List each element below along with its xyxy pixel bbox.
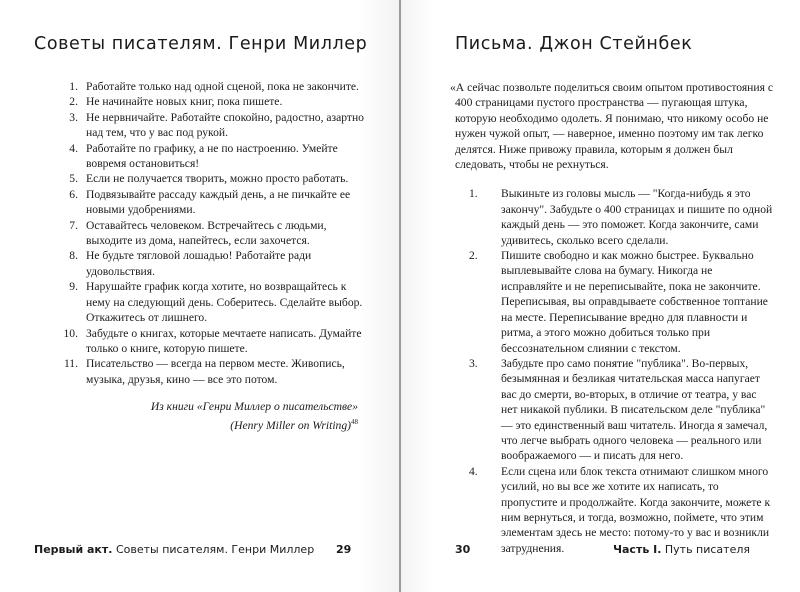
list-item-text: Забудьте о книгах, которые мечтаете написать. Думайте только о книге, которую пишете. — [86, 326, 362, 355]
left-page-title: Советы писателям. Генри Миллер — [34, 34, 368, 54]
left-page-body — [64, 79, 364, 433]
list-item-text: Писательство — всегда на первом месте. Живопись, музыка, друзья, кино — все это потом. — [86, 357, 345, 386]
letter-intro-text: «А сейчас позвольте поделиться своим опытом противостояния с 400 страницами пустого пространства — пугающая штука, которую необходимо одолеть. Я понимаю, что никому особо не нужен чужой опыт, — наверное, именно поэтому им так легко делятся. Ниже привожу правила, которым я должен был следовать, чтобы не рехнуться. — [450, 81, 773, 172]
list-item — [469, 186, 773, 248]
list-item-number: 11. — [63, 357, 78, 371]
list-item-text: Если сцена или блок текста отнимают слишком много усилий, но вы все же хотите их написать, то пропустите и продолжайте. Когда закончите, можете к ним вернуться, и тогда, возможно, поймете, что этим элементам здесь не место: потому-то у вас и возникли затруднения. — [501, 464, 771, 555]
list-item — [469, 248, 773, 356]
list-item-text: Если не получается творить, можно просто работать. — [86, 172, 349, 186]
list-item — [64, 79, 364, 94]
right-page-body — [450, 80, 773, 556]
right-footer-text: Путь писателя — [664, 543, 750, 556]
list-item-number: 4. — [69, 141, 78, 155]
left-footer-bold: Первый акт. — [34, 543, 113, 556]
list-item-number: 2. — [469, 249, 478, 263]
list-item-number: 7. — [69, 218, 78, 232]
list-item-number: 1. — [69, 80, 78, 93]
list-item — [64, 356, 364, 387]
list-item — [64, 141, 364, 172]
list-item-number: 5. — [69, 172, 78, 186]
list-item-text: Пишите свободно и как можно быстрее. Буквально выплевывайте слова на бумагу. Никогда не исправляйте и не переписывайте, пока не закончите. Переписывая, вы оправдываете собственное топтание на месте. Переписывание вредно для плавности и ритма, а этого можно добиться только при бессознательном слиянии с текстом. — [501, 249, 768, 355]
list-item — [64, 110, 364, 141]
list-item-number: 9. — [69, 280, 78, 294]
list-item-text: Не будьте тягловой лошадью! Работайте ради удовольствия. — [86, 249, 312, 278]
right-page-number: 30 — [455, 543, 471, 556]
list-item-number: 10. — [63, 326, 78, 340]
right-page-title: Письма. Джон Стейнбек — [455, 34, 693, 54]
list-item-text: Работайте только над одной сценой, пока не закончите. — [86, 80, 359, 93]
list-item — [64, 279, 364, 325]
list-item-text: Работайте по графику, а не по настроению. Умейте вовремя остановиться! — [86, 141, 338, 171]
left-page — [0, 0, 399, 592]
list-item — [64, 94, 364, 109]
source-line-1: Из книги «Генри Миллер о писательстве» — [150, 400, 358, 414]
list-item-text: Подвязывайте рассаду каждый день, а не пичкайте ее новыми удобрениями. — [86, 187, 351, 217]
list-item-text: Нарушайте график когда хотите, но возвращайтесь к нему на следующий день. Соберитесь. Сделайте выбор. Откажитесь от лишнего. — [86, 280, 363, 325]
list-item — [64, 248, 364, 279]
list-item-text: Оставайтесь человеком. Встречайтесь с людьми, выходите из дома, напейтесь, если захочется. — [86, 218, 327, 248]
source-citation — [64, 399, 364, 433]
left-running-footer — [34, 543, 314, 556]
footnote-ref: 48 — [351, 417, 358, 426]
list-item — [64, 171, 364, 186]
list-item-text: Забудьте про само понятие "публика". Во-первых, безымянная и безликая читательская масса напугает вас до смерти, во-вторых, в отличие от театра, у вас нет никакой публики. В писательском деле "публика" — это единственный ваш читатель. Иногда я замечал, что легче выбрать одного человека — реального или воображаемого — и писать для него. — [501, 356, 768, 463]
list-item-number: 6. — [69, 187, 78, 201]
list-item-text: Выкиньте из головы мысль — "Когда-нибудь я это закончу". Забудьте о 400 страницах и пишите по одной каждый день — это поможет. Когда закончите, сами удивитесь, сколько всего сделали. — [501, 187, 773, 247]
list-item-number: 4. — [469, 464, 478, 478]
left-footer-text: Советы писателям. Генри Миллер — [115, 543, 315, 556]
left-page-number: 29 — [336, 543, 352, 556]
list-item — [469, 356, 773, 464]
list-item-number: 1. — [469, 187, 478, 201]
source-line-2: (Henry Miller on Writing) — [230, 418, 351, 432]
list-item — [64, 326, 364, 357]
letter-intro — [450, 80, 773, 172]
miller-rules-list — [64, 79, 364, 387]
list-item-number: 3. — [469, 356, 478, 370]
list-item-text: Не начинайте новых книг, пока пишете. — [86, 95, 283, 109]
right-page — [401, 0, 800, 592]
list-item — [64, 218, 364, 249]
list-item — [64, 187, 364, 218]
list-item-number: 2. — [69, 95, 78, 109]
right-footer-bold: Часть I. — [613, 543, 662, 556]
steinbeck-rules-list — [455, 186, 773, 556]
list-item-number: 8. — [69, 249, 78, 263]
list-item-number: 3. — [69, 110, 78, 124]
list-item-text: Не нервничайте. Работайте спокойно, радостно, азартно над тем, что у вас под рукой. — [86, 110, 364, 140]
right-running-footer — [613, 543, 750, 556]
